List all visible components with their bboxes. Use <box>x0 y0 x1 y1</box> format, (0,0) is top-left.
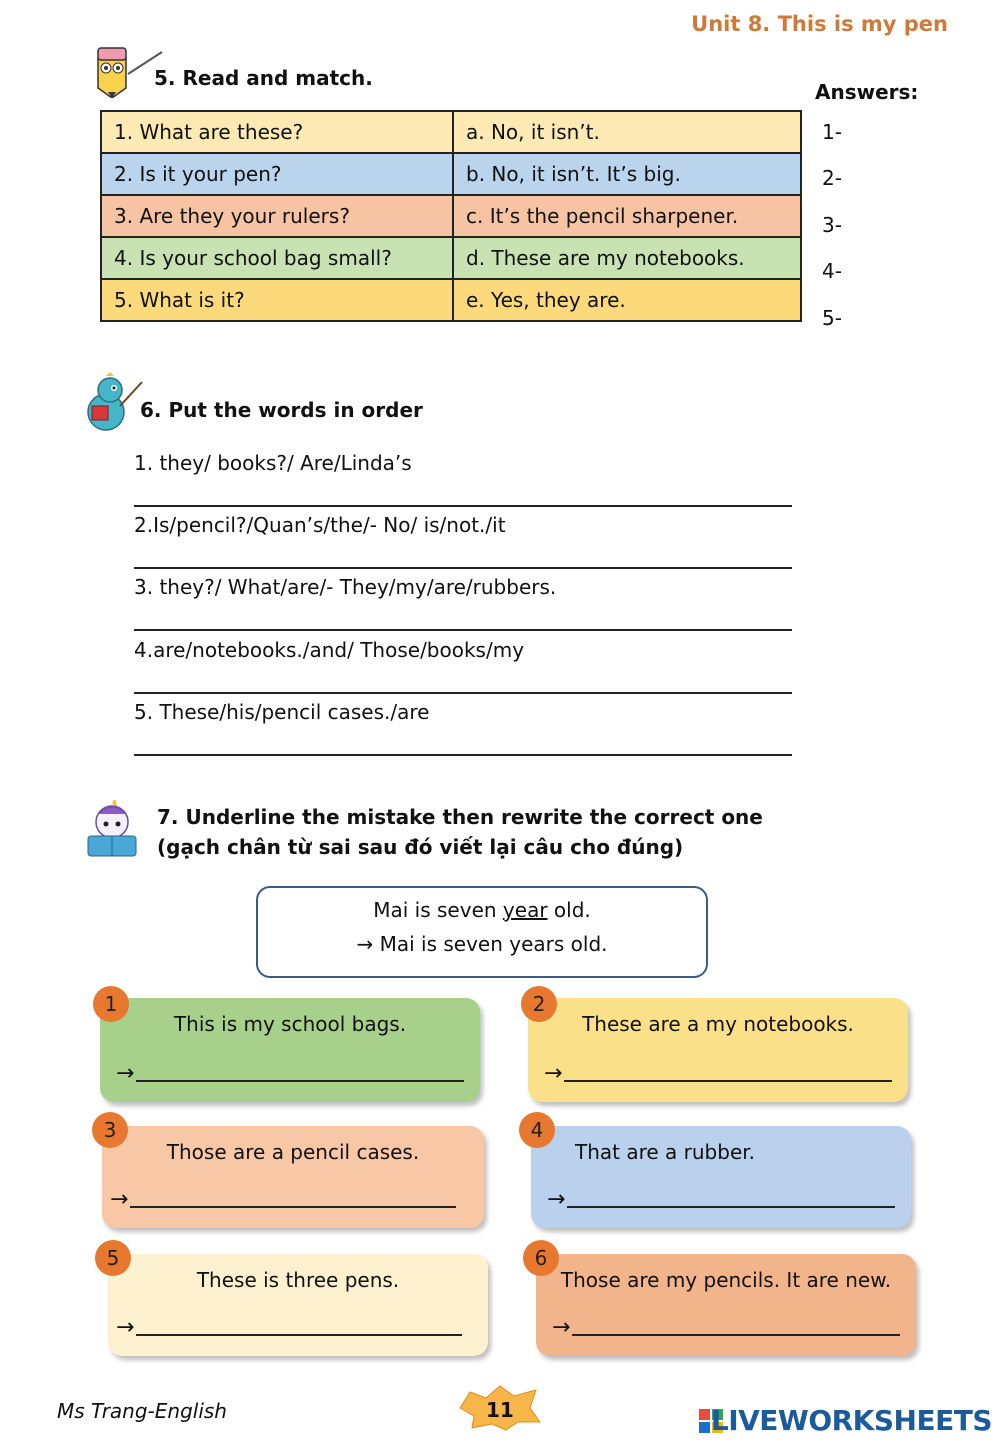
order-item-3: 3. they?/ What/are/- They/my/are/rubbers. <box>134 575 557 599</box>
rewrite-card-6 <box>536 1254 916 1356</box>
card-sentence: These is three pens. <box>196 1268 400 1292</box>
card-answer-line[interactable] <box>544 1061 892 1086</box>
example-sentence <box>258 898 706 922</box>
unit-title: Unit 8. This is my pen <box>691 12 948 36</box>
number-badge: 5 <box>95 1240 131 1276</box>
card-sentence: These are a my notebooks. <box>582 1012 854 1036</box>
arrow-icon: → <box>552 1315 571 1340</box>
example-correction <box>258 932 706 956</box>
example-mistake: year <box>502 898 548 922</box>
card-answer-line[interactable] <box>552 1315 900 1340</box>
order-item-5: 5. These/his/pencil cases./are <box>134 700 430 724</box>
example-answer: Mai is seven years old. <box>373 932 608 956</box>
answer-slot-2[interactable]: 2- <box>822 166 842 190</box>
example-text-before: Mai is seven <box>373 898 503 922</box>
number-badge: 1 <box>93 986 129 1022</box>
example-box <box>256 886 708 978</box>
card-answer-line[interactable] <box>547 1187 895 1212</box>
answer-cell: c. It’s the pencil sharpener. <box>453 195 801 237</box>
question-cell: 2. Is it your pen? <box>101 153 453 195</box>
card-sentence: That are a rubber. <box>575 1140 755 1164</box>
number-badge: 6 <box>523 1240 559 1276</box>
answer-line-3[interactable] <box>134 629 792 631</box>
number-badge: 4 <box>519 1112 555 1148</box>
arrow-icon: → <box>116 1315 135 1340</box>
card-sentence: Those are my pencils. It are new. <box>560 1268 892 1292</box>
rewrite-card-4 <box>531 1126 911 1228</box>
order-item-4: 4.are/notebooks./and/ Those/books/my <box>134 638 525 662</box>
brand-logo-text: LIVEWORKSHEETS <box>710 1404 992 1437</box>
example-text-after: old. <box>547 898 591 922</box>
rewrite-card-5 <box>108 1254 488 1356</box>
arrow-icon: → <box>110 1187 129 1212</box>
order-item-1: 1. they/ books?/ Are/Linda’s <box>134 451 412 475</box>
match-table <box>100 110 802 322</box>
rewrite-card-3 <box>102 1126 484 1228</box>
answer-cell: d. These are my notebooks. <box>453 237 801 279</box>
answer-line-2[interactable] <box>134 567 792 569</box>
card-answer-line[interactable] <box>110 1187 456 1212</box>
arrow-icon: → <box>356 932 374 956</box>
answer-line-4[interactable] <box>134 692 792 694</box>
answer-line-1[interactable] <box>134 505 792 507</box>
match-row <box>101 279 801 321</box>
section7-subtitle: (gạch chân từ sai sau đó viết lại câu cho đúng) <box>157 835 684 859</box>
page-number: 11 <box>486 1398 514 1422</box>
card-sentence: Those are a pencil cases. <box>166 1140 420 1164</box>
answer-line-5[interactable] <box>134 754 792 756</box>
question-cell: 1. What are these? <box>101 111 453 153</box>
dinosaur-teacher-icon <box>80 372 144 434</box>
card-sentence: This is my school bags. <box>173 1012 407 1036</box>
rewrite-card-2 <box>528 998 908 1102</box>
answer-cell: a. No, it isn’t. <box>453 111 801 153</box>
match-row <box>101 111 801 153</box>
answer-slot-5[interactable]: 5- <box>822 306 842 330</box>
section6-title: 6. Put the words in order <box>140 398 423 422</box>
arrow-icon: → <box>116 1061 135 1086</box>
order-item-2: 2.Is/pencil?/Quan’s/the/- No/ is/not./it <box>134 513 506 537</box>
question-cell: 4. Is your school bag small? <box>101 237 453 279</box>
answer-slot-4[interactable]: 4- <box>822 259 842 283</box>
section5-title: 5. Read and match. <box>154 66 373 90</box>
author-name: Ms Trang-English <box>57 1399 227 1423</box>
answer-slot-1[interactable]: 1- <box>822 120 842 144</box>
arrow-icon: → <box>544 1061 563 1086</box>
arrow-icon: → <box>547 1187 566 1212</box>
match-row <box>101 237 801 279</box>
question-cell: 5. What is it? <box>101 279 453 321</box>
question-cell: 3. Are they your rulers? <box>101 195 453 237</box>
match-row <box>101 195 801 237</box>
number-badge: 2 <box>521 986 557 1022</box>
answer-slot-3[interactable]: 3- <box>822 213 842 237</box>
match-row <box>101 153 801 195</box>
rewrite-card-1 <box>100 998 480 1102</box>
section7-title: 7. Underline the mistake then rewrite the correct one <box>157 805 763 829</box>
card-answer-line[interactable] <box>116 1061 464 1086</box>
answer-cell: e. Yes, they are. <box>453 279 801 321</box>
card-answer-line[interactable] <box>116 1315 462 1340</box>
unicorn-reading-icon <box>84 800 140 858</box>
number-badge: 3 <box>92 1112 128 1148</box>
answer-cell: b. No, it isn’t. It’s big. <box>453 153 801 195</box>
answers-title: Answers: <box>815 80 919 104</box>
